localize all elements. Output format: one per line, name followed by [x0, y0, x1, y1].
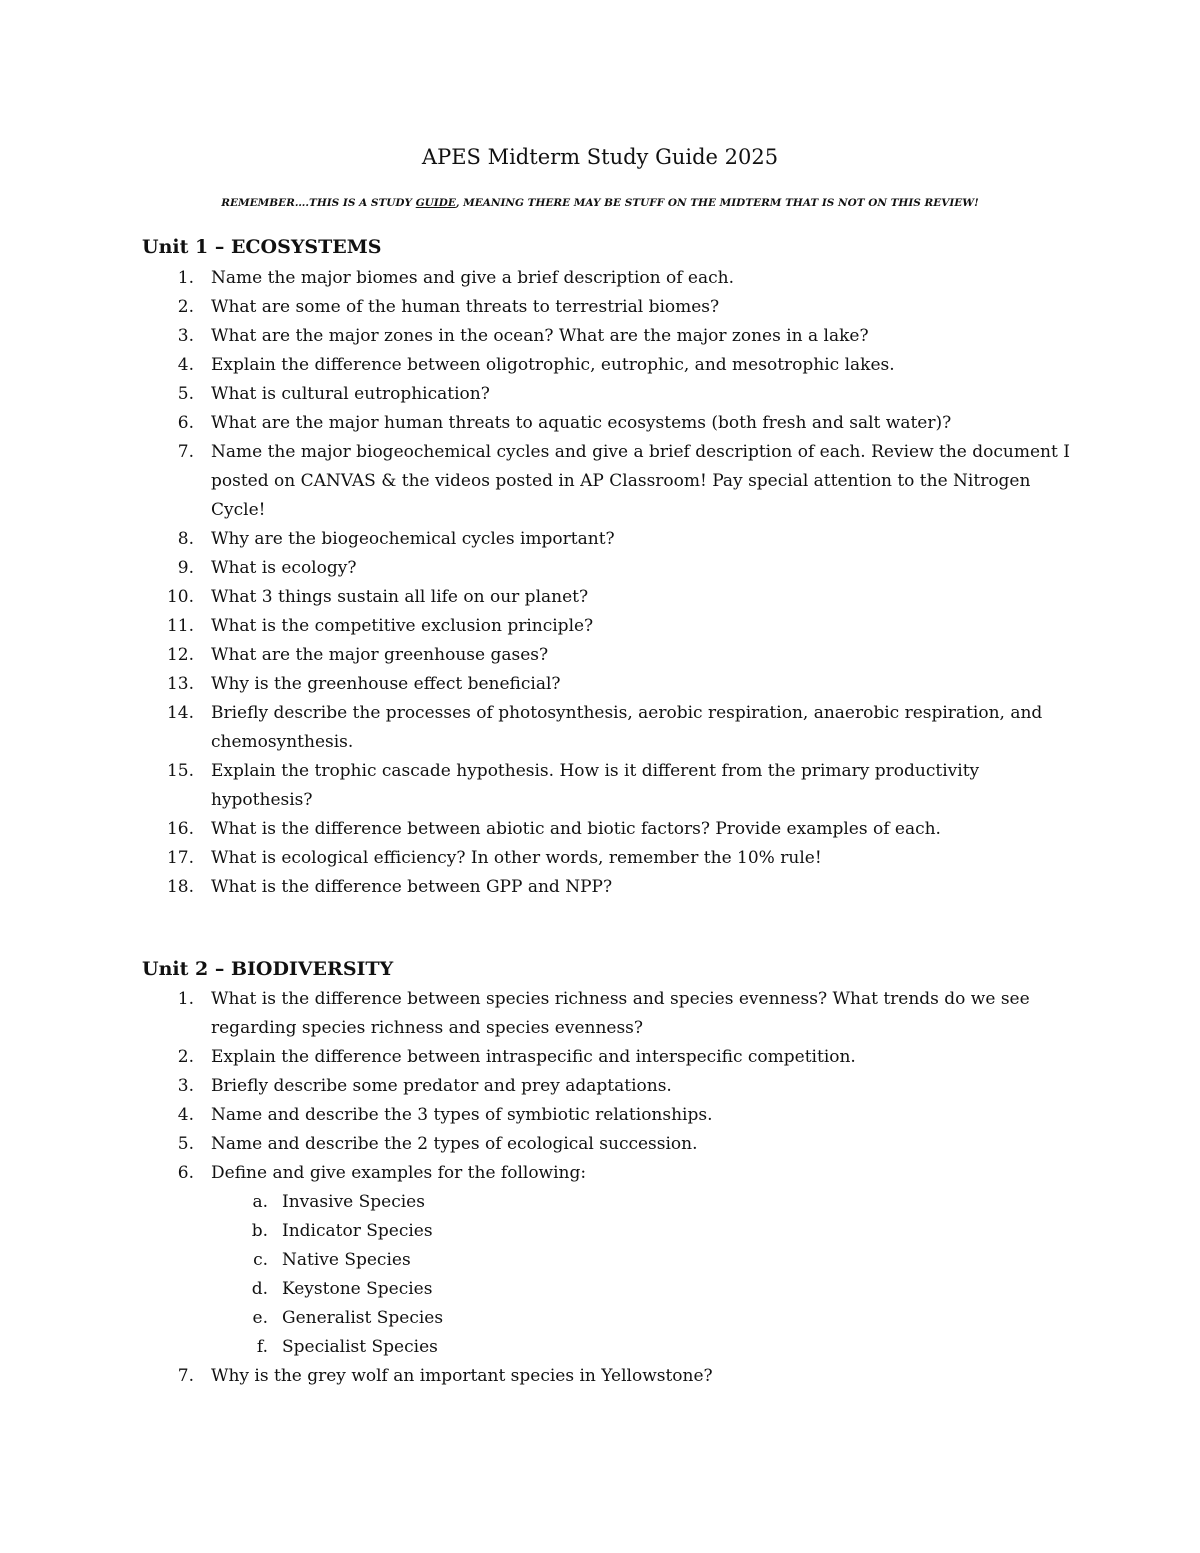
list-item-number: 15.	[166, 761, 194, 781]
list-item-text: What are some of the human threats to terrestrial biomes?	[211, 297, 720, 317]
list-item-text: Define and give examples for the following:	[211, 1163, 587, 1183]
sub-list-item-text: Invasive Species	[282, 1192, 425, 1212]
unit2-heading: Unit 2 – BIODIVERSITY	[142, 958, 394, 980]
list-item-number: 2.	[177, 1047, 194, 1067]
sub-list-item-text: Specialist Species	[282, 1337, 438, 1357]
list-item-text: Explain the difference between oligotrophic, eutrophic, and mesotrophic lakes.	[211, 355, 895, 375]
list-item-text: What is the competitive exclusion principle?	[211, 616, 594, 636]
list-item-number: 8.	[177, 529, 194, 549]
list-item-number: 3.	[177, 1076, 194, 1096]
list-item-text: What are the major human threats to aquatic ecosystems (both fresh and salt water)?	[211, 413, 952, 433]
list-item-number: 6.	[177, 1163, 194, 1183]
list-item-text: What 3 things sustain all life on our planet?	[211, 587, 589, 607]
list-item-text: Name the major biogeochemical cycles and give a brief description of each. Review the document I posted on CANVAS & the videos posted in AP Classroom! Pay special attention to the Nitrogen Cycle!	[211, 442, 1070, 520]
list-item-number: 16.	[166, 819, 194, 839]
list-item-text: Name and describe the 2 types of ecological succession.	[211, 1134, 698, 1154]
list-item-text: Explain the trophic cascade hypothesis. How is it different from the primary productivity hypothesis?	[211, 761, 980, 810]
list-item-number: 9.	[177, 558, 194, 578]
list-item-text: Name and describe the 3 types of symbiotic relationships.	[211, 1105, 713, 1125]
list-item-text: What is the difference between GPP and NPP?	[211, 877, 613, 897]
sub-list-item-letter: b.	[251, 1221, 268, 1241]
sub-list-item-letter: e.	[252, 1308, 268, 1328]
list-item-number: 2.	[177, 297, 194, 317]
list-item-text: What is the difference between species richness and species evenness? What trends do we see regarding species richness and species evenness?	[211, 989, 1030, 1038]
list-item-text: What is the difference between abiotic and biotic factors? Provide examples of each.	[211, 819, 941, 839]
list-item-text: Why are the biogeochemical cycles important?	[211, 529, 615, 549]
reminder-text-after: , MEANING THERE MAY BE STUFF ON THE MIDTERM THAT IS NOT ON THIS REVIEW!	[455, 197, 979, 209]
list-item-text: What is cultural eutrophication?	[211, 384, 490, 404]
list-item-number: 7.	[177, 1366, 194, 1386]
sub-list-item-letter: c.	[253, 1250, 268, 1270]
sub-list-item-letter: d.	[251, 1279, 268, 1299]
sub-list-item-text: Keystone Species	[282, 1279, 433, 1299]
reminder-note	[0, 193, 1200, 213]
list-item-text: Why is the grey wolf an important species in Yellowstone?	[211, 1366, 713, 1386]
sub-list-item-letter: f.	[256, 1337, 268, 1357]
sub-list-item-letter: a.	[252, 1192, 268, 1212]
list-item-number: 4.	[177, 1105, 194, 1125]
reminder-text-underlined: GUIDE	[415, 197, 456, 209]
sub-list-item-text: Indicator Species	[282, 1221, 433, 1241]
list-item-text: What is ecology?	[211, 558, 357, 578]
list-item-number: 10.	[166, 587, 194, 607]
list-item-number: 18.	[166, 877, 194, 897]
unit1-heading: Unit 1 – ECOSYSTEMS	[142, 236, 382, 258]
list-item-number: 1.	[177, 989, 194, 1009]
list-item-number: 14.	[166, 703, 194, 723]
sub-list-item-text: Generalist Species	[282, 1308, 444, 1328]
document-title: APES Midterm Study Guide 2025	[421, 145, 779, 169]
list-item-number: 1.	[177, 268, 194, 288]
list-item-text: What are the major greenhouse gases?	[211, 645, 549, 665]
list-item-number: 7.	[177, 442, 194, 462]
list-item-text: What is ecological efficiency? In other words, remember the 10% rule!	[211, 848, 822, 868]
sub-list-item-text: Native Species	[282, 1250, 411, 1270]
list-item-number: 17.	[166, 848, 194, 868]
list-item-number: 5.	[177, 1134, 194, 1154]
list-item-text: Why is the greenhouse effect beneficial?	[211, 674, 561, 694]
list-item-text: Explain the difference between intraspecific and interspecific competition.	[211, 1047, 856, 1067]
list-item-text: What are the major zones in the ocean? What are the major zones in a lake?	[211, 326, 869, 346]
list-item-number: 13.	[166, 674, 194, 694]
list-item-number: 5.	[177, 384, 194, 404]
list-item-number: 6.	[177, 413, 194, 433]
list-item-text: Briefly describe some predator and prey adaptations.	[211, 1076, 672, 1096]
list-item-number: 11.	[166, 616, 194, 636]
reminder-text-before: REMEMBER….THIS IS A STUDY	[221, 197, 416, 209]
list-item-number: 12.	[166, 645, 194, 665]
list-item-number: 4.	[177, 355, 194, 375]
list-item-number: 3.	[177, 326, 194, 346]
list-item-text: Briefly describe the processes of photosynthesis, aerobic respiration, anaerobic respiration, and chemosynthesis.	[211, 703, 1043, 752]
list-item-text: Name the major biomes and give a brief description of each.	[211, 268, 734, 288]
